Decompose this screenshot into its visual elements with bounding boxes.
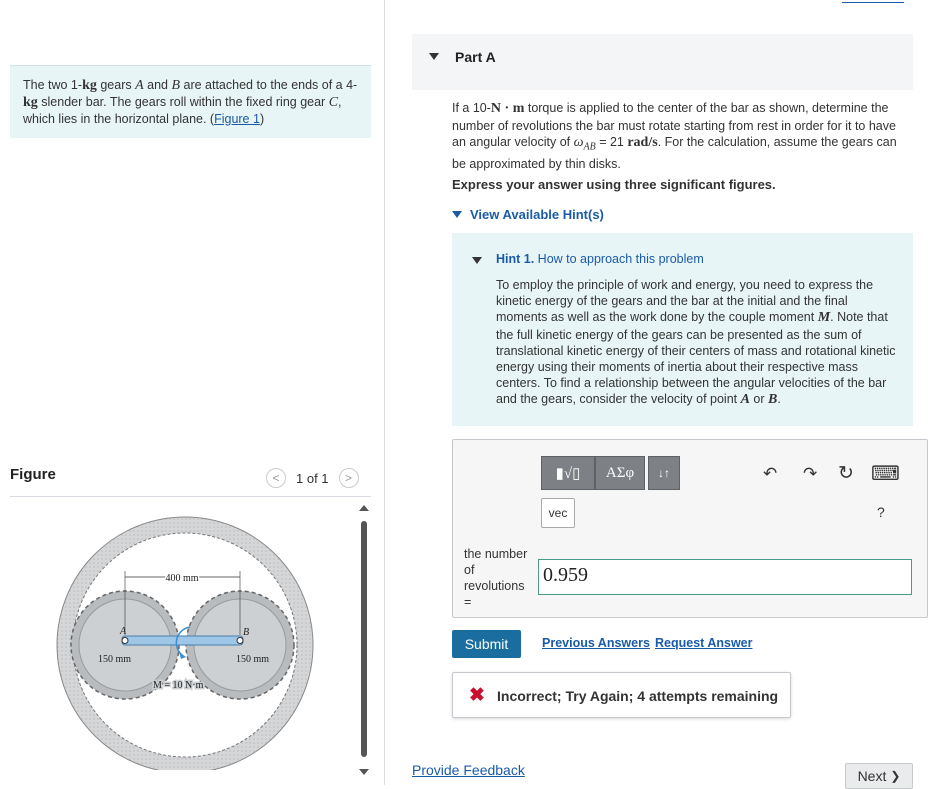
unit-nm: N · m bbox=[490, 101, 525, 116]
keyboard-icon[interactable]: ⌨ bbox=[871, 463, 900, 485]
point-b-label: B bbox=[243, 627, 250, 638]
hint-fragment: To employ the principle of work and energy, you need to express the kinetic energy of the gears and the bar at the initial and the final moments as well as the work done by the couple moment bbox=[496, 278, 874, 325]
moment-symbol: M bbox=[817, 310, 831, 326]
figure-prev-button[interactable] bbox=[266, 468, 286, 488]
gear-c-symbol: C bbox=[328, 95, 339, 110]
problem-text: and bbox=[143, 78, 172, 92]
hint-fragment: . bbox=[777, 392, 781, 407]
point-a-symbol: A bbox=[740, 392, 750, 408]
dimension-400-label: 400 mm bbox=[165, 573, 199, 584]
hint-fragment: . Note that the full kinetic energy of the gears can be presented as the sum of translational kinetic energy of their centers of mass and rotational kinetic energy using their moments of inertia about their respective mass centers. To find a relationship between the angular velocities of the bar and the gears, consider the velocity of point bbox=[496, 310, 896, 407]
request-answer-link[interactable]: Request Answer bbox=[655, 636, 753, 650]
point-a-label: A bbox=[120, 626, 127, 637]
next-label: Next bbox=[857, 768, 887, 784]
problem-text: slender bar. The gears roll within the fixed ring gear bbox=[37, 95, 329, 109]
figure-next-button[interactable] bbox=[339, 468, 359, 488]
redo-icon[interactable]: ↷ bbox=[803, 464, 818, 483]
problem-text: , which lies in the horizontal plane. ( bbox=[23, 95, 342, 126]
question-fragment: torque is applied to the center of the bar as shown, determine the number of revolutions the bar must rotate starting from rest in order for it to have an angular velocity of bbox=[452, 101, 896, 149]
dimension-150-left-label: 150 mm bbox=[98, 654, 132, 665]
problem-text: are attached to the ends of a 4- bbox=[180, 78, 358, 92]
chevron-left-icon: < bbox=[272, 471, 280, 485]
figure-label: Figure bbox=[10, 466, 56, 483]
figure-link[interactable]: Figure 1 bbox=[214, 112, 260, 126]
undo-icon[interactable]: ↶ bbox=[763, 464, 778, 483]
collapse-triangle-icon bbox=[429, 53, 439, 60]
question-fragment: = 21 bbox=[595, 135, 628, 149]
gear-a-symbol: A bbox=[135, 78, 144, 93]
answer-label: the number of revolutions = bbox=[464, 547, 528, 609]
question-fragment: If a 10- bbox=[452, 101, 491, 115]
top-link-fragment[interactable] bbox=[842, 0, 904, 3]
greek-icon: ΑΣφ bbox=[605, 464, 635, 481]
vec-button[interactable]: vec bbox=[541, 498, 575, 528]
point-b-symbol: B bbox=[768, 392, 778, 408]
pin-a bbox=[122, 638, 128, 644]
gear-figure bbox=[40, 505, 330, 770]
scroll-down-icon[interactable] bbox=[359, 769, 369, 775]
reset-icon[interactable]: ↻ bbox=[838, 463, 854, 484]
express-instruction: Express your answer using three significant figures. bbox=[452, 177, 776, 192]
pin-b bbox=[237, 638, 243, 644]
greek-button[interactable] bbox=[595, 456, 645, 490]
answer-input[interactable]: 0.959 bbox=[538, 559, 912, 595]
previous-answers-link[interactable]: Previous Answers bbox=[542, 636, 650, 650]
feedback-text: Incorrect; Try Again; 4 attempts remaining bbox=[497, 688, 779, 704]
collapse-triangle-icon bbox=[452, 211, 462, 218]
figure-scrollbar[interactable] bbox=[359, 505, 369, 775]
problem-text: The two 1- bbox=[23, 78, 83, 92]
dimension-150-right-label: 150 mm bbox=[236, 654, 270, 665]
arrows-icon: ↓↑ bbox=[658, 466, 670, 480]
hint-fragment: or bbox=[749, 392, 768, 407]
view-hints-toggle[interactable] bbox=[452, 207, 604, 222]
hint-number: Hint 1. bbox=[496, 252, 535, 266]
scroll-thumb[interactable] bbox=[361, 521, 367, 757]
moment-label: M = 10 N·m bbox=[153, 680, 204, 691]
figure-page-count: 1 of 1 bbox=[296, 470, 329, 486]
view-hints-label: View Available Hint(s) bbox=[470, 207, 604, 222]
unit-rads: rad/s bbox=[627, 135, 658, 150]
sub-sup-button[interactable] bbox=[648, 456, 680, 490]
unit-kg: kg bbox=[23, 95, 38, 110]
incorrect-icon: ✖ bbox=[469, 685, 485, 706]
collapse-triangle-icon[interactable] bbox=[472, 257, 482, 264]
part-a-header[interactable] bbox=[412, 34, 913, 90]
submit-button[interactable]: Submit bbox=[452, 630, 521, 658]
gear-b-symbol: B bbox=[171, 78, 181, 93]
omega-symbol: ω bbox=[573, 135, 584, 150]
slender-bar bbox=[122, 636, 243, 645]
hint-title[interactable] bbox=[496, 252, 704, 266]
figure-pager bbox=[266, 467, 359, 489]
question-fragment: . For the calculation, assume the gears can be approximated by thin disks. bbox=[452, 135, 897, 171]
problem-statement bbox=[10, 65, 371, 138]
help-button[interactable]: ? bbox=[877, 504, 885, 520]
column-divider bbox=[384, 0, 385, 785]
next-button[interactable] bbox=[845, 763, 913, 789]
provide-feedback-link[interactable]: Provide Feedback bbox=[412, 762, 525, 778]
chevron-right-icon: ❯ bbox=[890, 769, 901, 783]
problem-text: ) bbox=[259, 112, 265, 126]
template-icon: ▮√▯ bbox=[555, 465, 581, 482]
part-title: Part A bbox=[455, 49, 496, 65]
problem-text: gears bbox=[96, 78, 136, 92]
hint-body bbox=[496, 277, 896, 409]
hint-title-text: How to approach this problem bbox=[534, 252, 704, 266]
template-button[interactable] bbox=[541, 456, 595, 490]
unit-kg: kg bbox=[82, 78, 97, 93]
answer-panel bbox=[452, 439, 928, 618]
question-text bbox=[452, 100, 912, 173]
figure-rule bbox=[10, 496, 371, 497]
feedback-message bbox=[452, 672, 791, 718]
chevron-right-icon: > bbox=[345, 471, 353, 485]
scroll-up-icon[interactable] bbox=[359, 505, 369, 511]
math-toolbar bbox=[541, 456, 680, 490]
omega-subscript: AB bbox=[583, 141, 596, 153]
hint-panel bbox=[452, 233, 913, 426]
